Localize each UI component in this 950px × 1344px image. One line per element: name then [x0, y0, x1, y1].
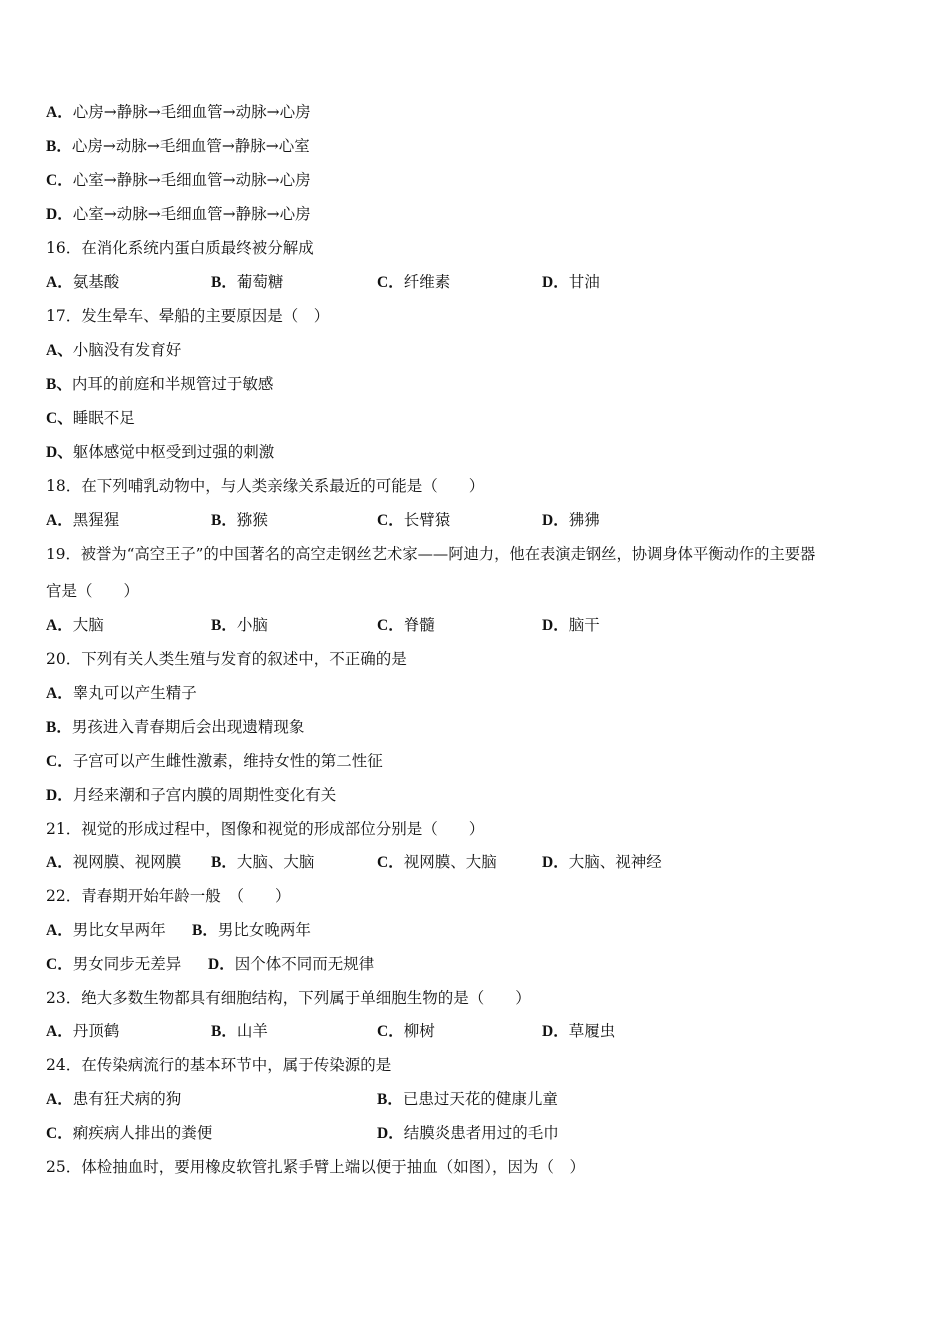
q24-option-b: B．已患过天花的健康儿童 — [377, 1090, 558, 1108]
q16-stem: 16．在消化系统内蛋白质最终被分解成 — [46, 239, 314, 257]
q22-option-d: D．因个体不同而无规律 — [208, 955, 375, 973]
q18-option-c: C．长臂猿 — [377, 511, 451, 529]
q15-option-b: B．心房→动脉→毛细血管→静脉→心室 — [46, 137, 310, 155]
q16-options — [46, 272, 906, 292]
q17-option-c: C、睡眠不足 — [46, 409, 135, 427]
q22-option-a: A．男比女早两年 — [46, 921, 166, 939]
q18-option-a: A．黑猩猩 — [46, 511, 120, 529]
q23-option-a: A．丹顶鹤 — [46, 1022, 120, 1040]
q17-option-d: D、躯体感觉中枢受到过强的刺激 — [46, 443, 275, 461]
q22-options-row2 — [46, 954, 906, 974]
q19-option-a: A．大脑 — [46, 616, 104, 634]
q20-option-a: A．睾丸可以产生精子 — [46, 684, 197, 702]
q16-option-b: B．葡萄糖 — [211, 273, 284, 291]
q21-stem: 21．视觉的形成过程中，图像和视觉的形成部位分别是（ ） — [46, 820, 485, 838]
q21-option-b: B．大脑、大脑 — [211, 853, 315, 871]
q20-option-c: C．子宫可以产生雌性激素，维持女性的第二性征 — [46, 752, 383, 770]
q17-option-b: B、内耳的前庭和半规管过于敏感 — [46, 375, 274, 393]
q19-option-c: C．脊髓 — [377, 616, 435, 634]
q24-option-c: C．痢疾病人排出的粪便 — [46, 1124, 213, 1142]
q16-option-d: D．甘油 — [542, 273, 600, 291]
q24-stem: 24．在传染病流行的基本环节中，属于传染源的是 — [46, 1056, 392, 1074]
q23-option-c: C．柳树 — [377, 1022, 435, 1040]
q18-stem: 18．在下列哺乳动物中，与人类亲缘关系最近的可能是（ ） — [46, 477, 485, 495]
q17-stem: 17．发生晕车、晕船的主要原因是（ ） — [46, 307, 330, 325]
q22-stem: 22．青春期开始年龄一般 （ ） — [46, 887, 291, 905]
q18-option-d: D．狒狒 — [542, 511, 600, 529]
q21-options — [46, 852, 906, 872]
q19-stem-line1: 19．被誉为“高空王子”的中国著名的高空走钢丝艺术家——阿迪力，他在表演走钢丝，协调身体平衡动作的主要器 — [46, 545, 816, 563]
q19-options — [46, 615, 906, 635]
q21-option-c: C．视网膜、大脑 — [377, 853, 497, 871]
q23-stem: 23．绝大多数生物都具有细胞结构，下列属于单细胞生物的是（ ） — [46, 989, 531, 1007]
q23-option-b: B．山羊 — [211, 1022, 268, 1040]
q23-option-d: D．草履虫 — [542, 1022, 616, 1040]
q22-option-b: B．男比女晚两年 — [192, 921, 311, 939]
q16-option-c: C．纤维素 — [377, 273, 451, 291]
q19-option-d: D．脑干 — [542, 616, 600, 634]
q24-option-a: A．患有狂犬病的狗 — [46, 1090, 182, 1108]
q24-options-row1 — [46, 1089, 906, 1109]
q15-option-c: C．心室→静脉→毛细血管→动脉→心房 — [46, 171, 311, 189]
q25-stem: 25．体检抽血时，要用橡皮软管扎紧手臂上端以便于抽血（如图），因为（ ） — [46, 1158, 585, 1176]
q22-option-c: C．男女同步无差异 — [46, 955, 182, 973]
q22-options-row1 — [46, 920, 906, 940]
q18-option-b: B．猕猴 — [211, 511, 268, 529]
q20-option-d: D．月经来潮和子宫内膜的周期性变化有关 — [46, 786, 337, 804]
q24-option-d: D．结膜炎患者用过的毛巾 — [377, 1124, 559, 1142]
q19-stem-line2: 官是（ ） — [46, 582, 140, 600]
q20-stem: 20．下列有关人类生殖与发育的叙述中，不正确的是 — [46, 650, 407, 668]
q21-option-d: D．大脑、视神经 — [542, 853, 662, 871]
q21-option-a: A．视网膜、视网膜 — [46, 853, 182, 871]
q15-option-d: D．心室→动脉→毛细血管→静脉→心房 — [46, 205, 311, 223]
q20-option-b: B．男孩进入青春期后会出现遗精现象 — [46, 718, 305, 736]
q15-option-a: A．心房→静脉→毛细血管→动脉→心房 — [46, 103, 311, 121]
q24-options-row2 — [46, 1123, 906, 1143]
q16-option-a: A．氨基酸 — [46, 273, 120, 291]
q17-option-a: A、小脑没有发育好 — [46, 341, 182, 359]
q23-options — [46, 1021, 906, 1041]
q18-options — [46, 510, 906, 530]
q19-option-b: B．小脑 — [211, 616, 268, 634]
